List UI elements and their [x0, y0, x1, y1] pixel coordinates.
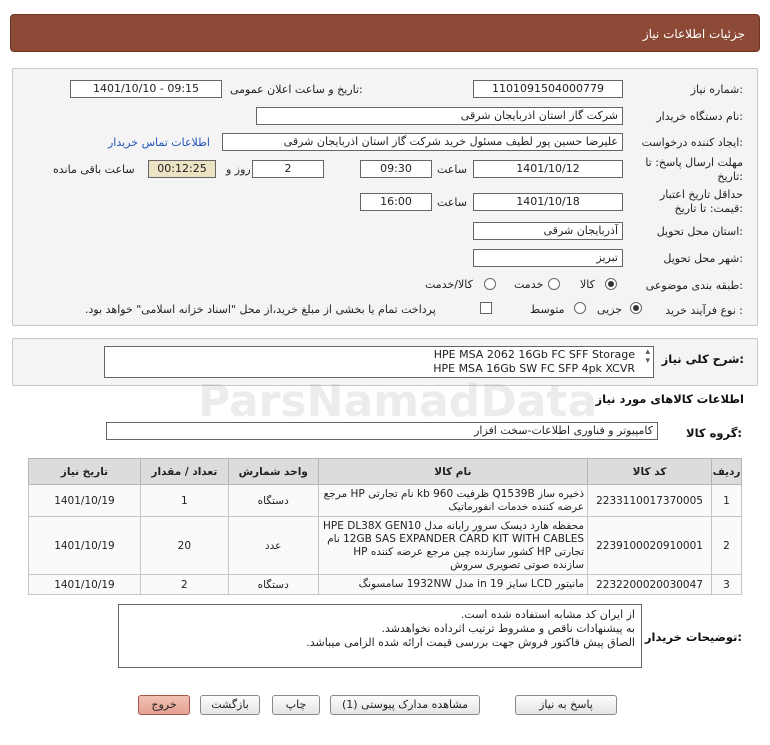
announce-field: 1401/10/10 - 09:15 [70, 80, 222, 98]
validity-date-field: 1401/10/18 [473, 193, 623, 211]
row-code: 2232200020030047 [588, 575, 712, 595]
summary-label: شرح کلی نیاز: [661, 352, 744, 366]
remaining-label: ساعت باقی مانده [53, 163, 135, 176]
treasury-note: پرداخت تمام یا بخشی از مبلغ خرید،از محل "اسناد خزانه اسلامی" خواهد بود. [85, 303, 436, 316]
table-row [29, 517, 742, 575]
deadline-time-field: 09:30 [360, 160, 432, 178]
exit-button[interactable]: خروج [138, 695, 190, 715]
need-number-field: 1101091504000779 [473, 80, 623, 98]
back-button[interactable]: بازگشت [200, 695, 260, 715]
table-row [29, 485, 742, 517]
announce-label: تاریخ و ساعت اعلان عمومی: [230, 83, 363, 96]
summary-line-2: HPE MSA 16Gb SW FC SFP 4pk XCVR [433, 362, 635, 375]
process-label: نوع فرآیند خرید : [665, 304, 743, 317]
need-number-label: شماره نیاز: [690, 83, 743, 96]
row-index: 2 [712, 517, 742, 575]
summary-textarea[interactable] [104, 346, 654, 378]
row-qty: 1 [140, 485, 228, 517]
row-name: مانیتور LCD سایز 19 in مدل 1932NW سامسونگ [318, 575, 587, 595]
row-unit: دستگاه [228, 485, 318, 517]
row-name: محفظه هارد دیسک سرور رایانه مدل HPE DL38X GEN10 12GB SAS EXPANDER CARD KIT WITH CABLES نام تجارتی HP کشور سازنده چین مرجع عرضه کننده HP سازنده صوتی تصویری سروش [318, 517, 587, 575]
process-option-medium: متوسط [530, 303, 565, 316]
category-radio-service[interactable] [548, 278, 560, 290]
table-header-row [29, 459, 742, 485]
row-date: 1401/10/19 [29, 517, 141, 575]
creator-field: علیرضا حسین پور لطیف مسئول خرید شرکت گاز استان اذربایجان شرقی [222, 133, 623, 151]
buyer-notes-box [118, 604, 642, 668]
attachments-button[interactable]: مشاهده مدارک پیوستی (1) [330, 695, 480, 715]
goods-group-label: گروه کالا: [686, 426, 742, 440]
goods-group-field: کامپیوتر و فناوری اطلاعات-سخت افزار [106, 422, 658, 440]
validity-time-label: ساعت [437, 196, 467, 209]
goods-section-title: اطلاعات کالاهای مورد نیاز [595, 392, 744, 406]
process-radio-medium[interactable] [574, 302, 586, 314]
buyer-org-label: نام دستگاه خریدار: [656, 110, 743, 123]
deadline-date-label: تاریخ: [717, 170, 743, 183]
process-radio-minor[interactable] [630, 302, 642, 314]
treasury-checkbox[interactable] [480, 302, 492, 314]
row-date: 1401/10/19 [29, 485, 141, 517]
validity-time-field: 16:00 [360, 193, 432, 211]
row-unit: عدد [228, 517, 318, 575]
page-header [10, 14, 760, 52]
category-radio-both[interactable] [484, 278, 496, 290]
page-title: جزئیات اطلاعات نیاز [642, 27, 745, 41]
col-qty: تعداد / مقدار [140, 459, 228, 485]
buyer-org-field: شرکت گاز استان اذربایجان شرقی [256, 107, 623, 125]
deadline-label: مهلت ارسال پاسخ: تا [645, 156, 743, 169]
row-qty: 20 [140, 517, 228, 575]
buyer-note-line-2: به پیشنهادات ناقص و مشروط ترتیب اثرداده نخواهدشد. [381, 622, 635, 635]
category-label: طبقه بندی موضوعی: [645, 279, 743, 292]
days-field: 2 [252, 160, 324, 178]
category-option-service: خدمت [514, 278, 544, 291]
items-table [28, 458, 742, 595]
scroll-arrows-icon[interactable]: ▴ ▾ [645, 347, 650, 366]
deadline-date-field: 1401/10/12 [473, 160, 623, 178]
city-field: تبریز [473, 249, 623, 267]
remaining-time-field: 00:12:25 [148, 160, 216, 178]
category-option-both: کالا/خدمت [425, 278, 473, 291]
col-index: ردیف [712, 459, 742, 485]
row-index: 1 [712, 485, 742, 517]
row-name: ذخیره ساز Q1539B ظرفیت kb 960 نام تجارتی HP مرجع عرضه کننده خدمات انفورماتیک [318, 485, 587, 517]
days-label: روز و [226, 163, 251, 176]
province-label: استان محل تحویل: [656, 225, 743, 238]
process-option-minor: جزیی [597, 303, 623, 316]
row-code: 2233110017370005 [588, 485, 712, 517]
min-validity-label: حداقل تاریخ اعتبار [659, 188, 743, 201]
row-qty: 2 [140, 575, 228, 595]
buyer-contact-link[interactable]: اطلاعات تماس خریدار [108, 136, 210, 149]
watermark-brand: ParsNamadData [198, 376, 598, 427]
col-date: تاریخ نیاز [29, 459, 141, 485]
category-option-goods: کالا [580, 278, 595, 291]
print-button[interactable]: چاپ [272, 695, 320, 715]
col-unit: واحد شمارش [228, 459, 318, 485]
province-field: آذربایجان شرقی [473, 222, 623, 240]
row-date: 1401/10/19 [29, 575, 141, 595]
reply-button[interactable]: پاسخ به نیاز [515, 695, 617, 715]
city-label: شهر محل تحویل: [663, 252, 743, 265]
category-radio-goods[interactable] [605, 278, 617, 290]
buyer-notes-label: توضیحات خریدار: [644, 630, 742, 644]
buyer-note-line-1: از ایران کد مشابه استفاده شده است. [460, 608, 635, 621]
deadline-time-label: ساعت [437, 163, 467, 176]
min-validity-date-label: قیمت: تا تاریخ: [674, 202, 743, 215]
row-code: 2239100020910001 [588, 517, 712, 575]
summary-line-1: HPE MSA 2062 16Gb FC SFF Storage [433, 348, 635, 361]
row-index: 3 [712, 575, 742, 595]
table-row [29, 575, 742, 595]
col-name: نام کالا [318, 459, 587, 485]
creator-label: ایجاد کننده درخواست: [641, 136, 743, 149]
buyer-note-line-3: الصاق پیش فاکتور فروش جهت بررسی قیمت ارائه شده الزامی میباشد. [306, 636, 635, 649]
row-unit: دستگاه [228, 575, 318, 595]
col-code: کد کالا [588, 459, 712, 485]
